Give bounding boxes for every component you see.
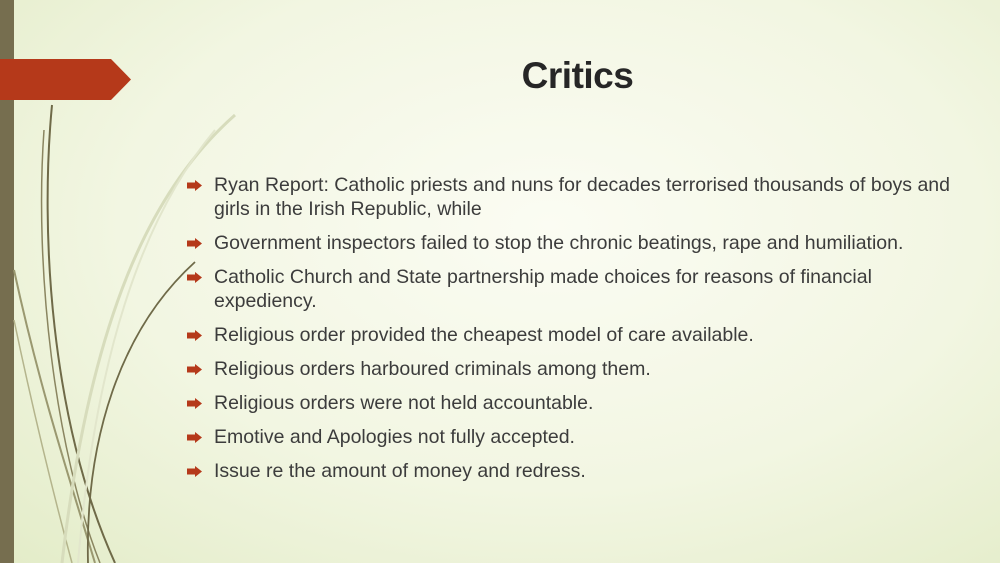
- bullet-list: [187, 173, 962, 493]
- arrow-right-icon: [187, 432, 202, 443]
- bullet-item: [187, 357, 962, 381]
- bullet-text: Government inspectors failed to stop the chronic beatings, rape and humiliation.: [214, 232, 904, 254]
- bullet-text: Issue re the amount of money and redress.: [214, 460, 586, 482]
- accent-tab: [0, 59, 131, 100]
- bullet-text: Emotive and Apologies not fully accepted.: [214, 426, 575, 448]
- bullet-text: Catholic Church and State partnership made choices for reasons of financial expediency.: [214, 266, 872, 312]
- bullet-text: Ryan Report: Catholic priests and nuns for decades terrorised thousands of boys and girls in the Irish Republic, while: [214, 174, 951, 220]
- bullet-item: [187, 173, 962, 221]
- bullet-item: [187, 231, 962, 255]
- arrow-right-icon: [187, 272, 202, 283]
- arrow-right-icon: [187, 238, 202, 249]
- bullet-item: [187, 265, 962, 313]
- slide-title: Critics: [521, 55, 634, 96]
- arrow-right-icon: [187, 330, 202, 341]
- arrow-right-icon: [187, 180, 202, 191]
- arrow-right-icon: [187, 398, 202, 409]
- bullet-text: Religious orders were not held accountable.: [214, 392, 594, 414]
- bullet-item: [187, 425, 962, 449]
- bullet-text: Religious order provided the cheapest model of care available.: [214, 324, 754, 346]
- bullet-item: [187, 459, 962, 483]
- arrow-right-icon: [187, 364, 202, 375]
- bullet-item: [187, 391, 962, 415]
- bullet-item: [187, 323, 962, 347]
- bullet-text: Religious orders harboured criminals among them.: [214, 358, 651, 380]
- arrow-right-icon: [187, 466, 202, 477]
